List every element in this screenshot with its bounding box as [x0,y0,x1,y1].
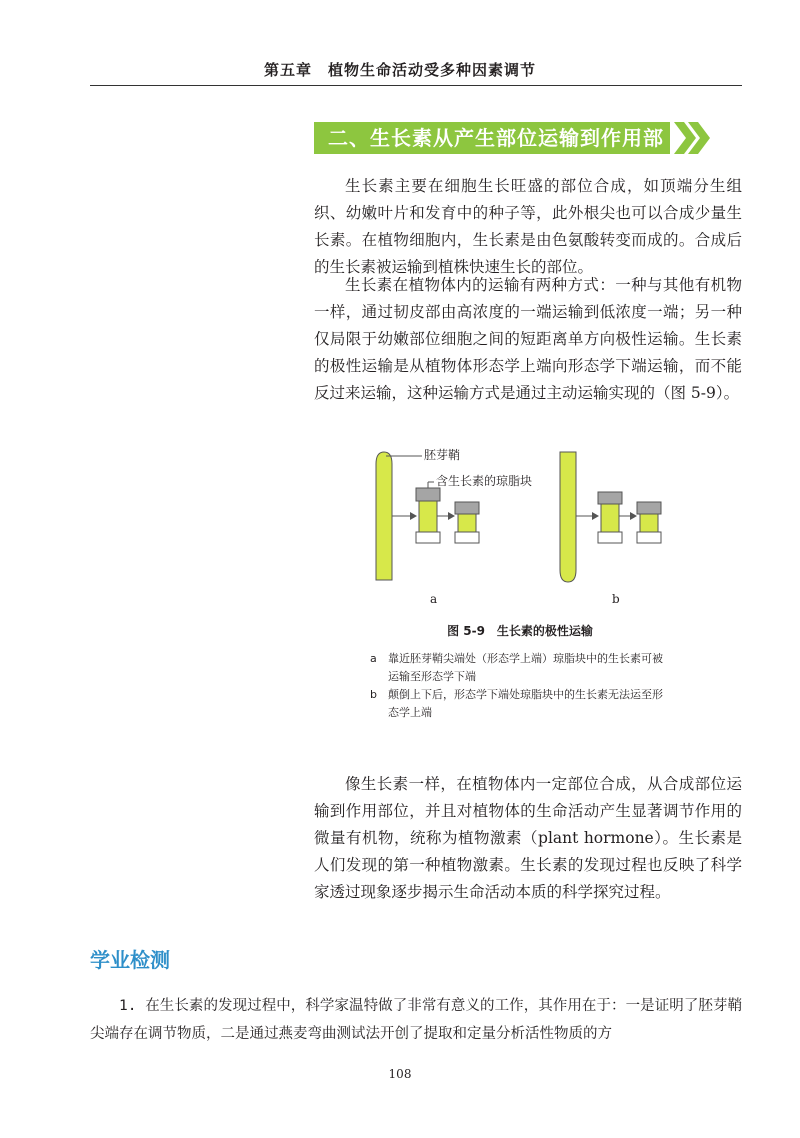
note-key: b [370,688,377,701]
coleoptile-a [376,452,392,580]
double-chevron-icon [672,120,712,156]
paragraph-synthesis: 生长素主要在细胞生长旺盛的部位合成，如顶端分生组织、幼嫩叶片和发育中的种子等，此外根尖也可以合成少量生长素。在植物细胞内，生长素是由色氨酸转变而成的。合成后的生长素被运输到植株快速生长的部位。 [314,177,742,276]
running-header: 第五章 植物生命活动受多种因素调节 [263,61,536,79]
label-agar-block: 含生长素的琼脂块 [436,474,533,488]
header-rule [90,85,742,86]
figure-caption: 图 5-9 生长素的极性运输 [447,624,593,638]
figure-note-a [370,650,670,686]
exercise-item-1: 1. 在生长素的发现过程中，科学家温特做了非常有意义的工作，其作用在于：一是证明了胚芽鞘尖端存在调节物质，二是通过燕麦弯曲测试法开创了提取和定量分析活性物质的方 [90,998,742,1042]
coleoptile-b [560,452,576,582]
polar-transport-diagram [362,442,667,617]
note-text: 颠倒上下后，形态学下端处琼脂块中的生长素无法运至形态学上端 [388,688,663,719]
panel-b-label: b [612,592,620,606]
paragraph-transport: 生长素在植物体内的运输有两种方式：一种与其他有机物一样，通过韧皮部由高浓度的一端运输到低浓度一端；另一种仅局限于幼嫩部位细胞之间的短距离单方向极性运输。生长素的极性运输是从植物体形态学上端向形态学下端运输，而不能反过来运输，这种运输方式是通过主动运输实现的（图 5-9）。 [314,276,742,402]
page-number: 108 [388,1067,412,1081]
panel-a-label: a [430,592,438,606]
figure-polar-transport [362,442,667,617]
figure-note-b [370,686,670,722]
section-banner: 二、生长素从产生部位运输到作用部位 [314,122,670,154]
note-key: a [370,652,377,665]
paragraph-plant-hormone: 像生长素一样，在植物体内一定部位合成，从合成部位运输到作用部位，并且对植物体的生命活动产生显著调节作用的微量有机物，统称为植物激素（plant hormone）。生长素是人们发现的第一种植物激素。生长素的发现过程也反映了科学家透过现象逐步揭示生命活动本质的科学探究过程。 [314,775,742,901]
exercise-heading: 学业检测 [90,948,170,972]
note-text: 靠近胚芽鞘尖端处（形态学上端）琼脂块中的生长素可被运输至形态学下端 [388,652,663,683]
label-coleoptile: 胚芽鞘 [424,448,461,462]
